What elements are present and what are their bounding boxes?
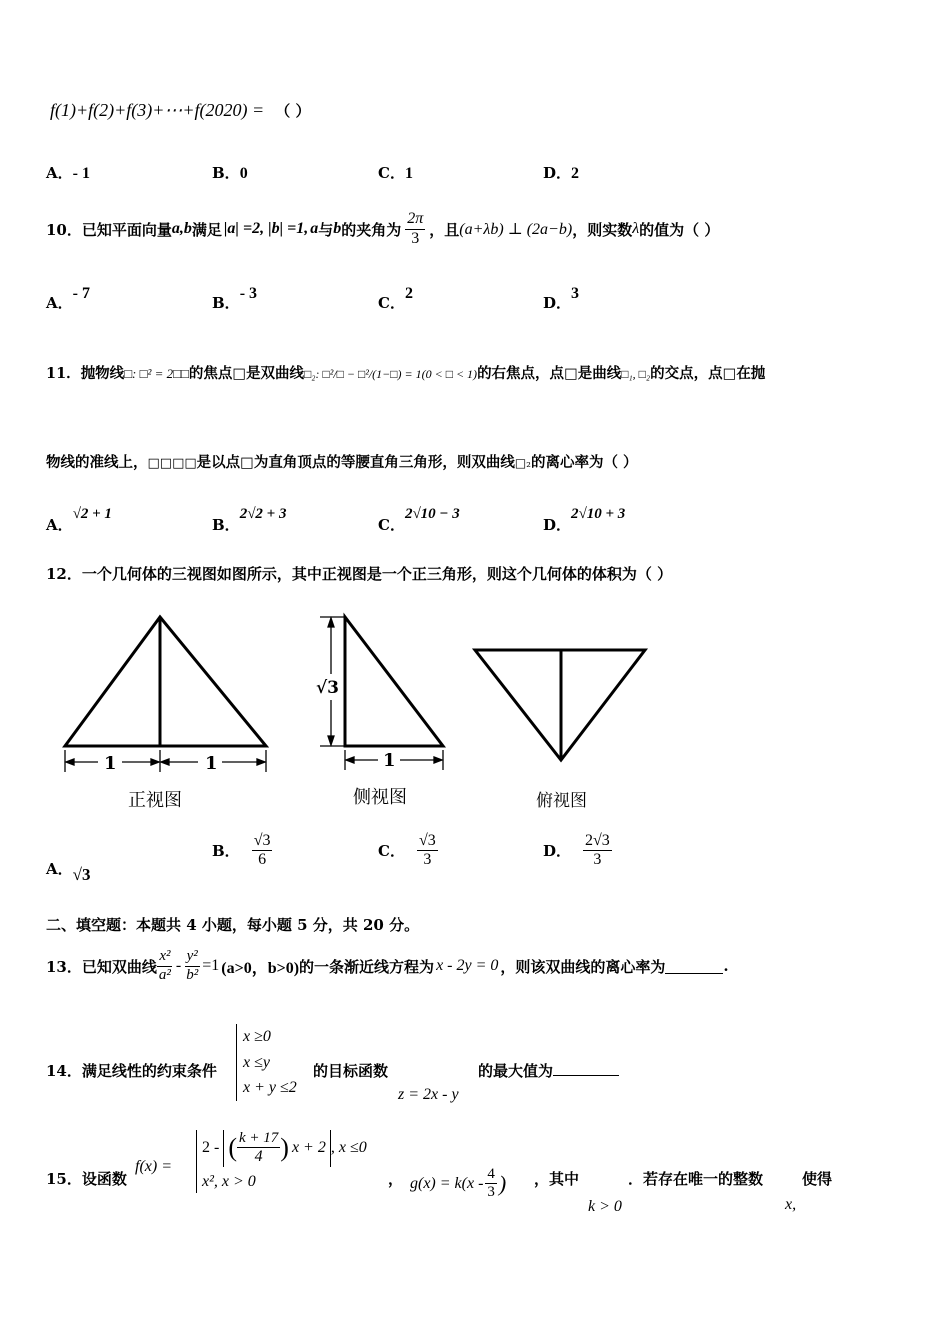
- q10-option-b: B．- 3: [212, 285, 258, 312]
- q12-stem: 12．一个几何体的三视图如图所示，其中正视图是一个正三角形，则这个几何体的体积为（ ）: [46, 565, 673, 583]
- q12-option-c-value: $\frac{√3}{3}$: [418, 832, 436, 869]
- q14-constraints: [236, 1024, 297, 1101]
- q10-option-d: D．3: [543, 285, 580, 312]
- front-view: [65, 617, 266, 746]
- q9-stem: [50, 100, 311, 121]
- q15-piece-1: 2 - ( $\frac{k + 17}{4}$ ) x + 2 , x ≤0: [202, 1130, 367, 1166]
- q10-option-b-value: - 3: [239, 285, 258, 302]
- q10-perpendicular: (a+λb) ⊥ (2a−b): [459, 221, 573, 238]
- q11-stem-line1: 11．抛物线□: □² = 2□□的焦点□是双曲线□₂: □²/□ − □²/(1−□) = 1(0 < □ < 1)的右焦点，点□是曲线□₁, □₂的交点，点□在抛: [46, 365, 766, 382]
- q15-x-variable: x,: [785, 1196, 797, 1213]
- q15-unique-integer: ．若存在唯一的整数: [628, 1170, 764, 1188]
- q11-number: 11．: [46, 365, 81, 382]
- q11-option-c-value: 2√10 − 3: [404, 506, 460, 522]
- q14-constraint-1: x ≥0: [243, 1028, 271, 1045]
- q14-constraint-2: x ≤y: [243, 1053, 270, 1071]
- q9-answer-paren: （ ）: [275, 102, 311, 120]
- q10-angle-fraction: $\frac{2\pi}{3}$: [407, 210, 424, 247]
- q11-stem-line2: 物线的准线上，□□□□是以点□为直角顶点的等腰直角三角形，则双曲线□₂的离心率为（ ）: [46, 454, 638, 471]
- q13-fraction-y: $\frac{\text{y²}}{\text{b²}}$: [186, 948, 199, 983]
- q15-stem: 15．设函数: [46, 1170, 127, 1188]
- q11-hyperbola: □₂: □²/□ − □²/(1−□) = 1(0 < □ < 1): [304, 367, 478, 381]
- q15-k-condition: k > 0: [588, 1198, 622, 1215]
- q9-option-d-value: 2: [571, 165, 580, 182]
- q15-where: ，其中: [534, 1170, 580, 1188]
- q11-option-a: A．√2 + 1: [46, 506, 112, 534]
- q9-expression: f(1)+f(2)+f(3)+⋯+f(2020) =: [50, 100, 265, 120]
- q15-piece-2: x², x > 0: [202, 1172, 256, 1190]
- front-dim-left: 1: [104, 753, 117, 774]
- q13-stem: 13． 已知双曲线 $\frac{\text{x²}}{\text{a²}}$ - $\frac{\text{y²}}{\text{b²}}$ =1 (a>0，b>0) 的一条渐近线方程为 x - 2y = 0 ，则该双曲线的离心率为 .: [46, 948, 729, 983]
- q12-option-c: C． $\frac{√3}{3}$: [378, 832, 436, 869]
- q12-option-d-value: $\frac{2√3}{3}$: [585, 832, 610, 869]
- q10-number: 10．: [46, 220, 82, 239]
- q14-objective: z = 2x - y: [398, 1086, 459, 1103]
- q15-piecewise: [196, 1130, 367, 1193]
- q15-such-that: 使得: [802, 1170, 833, 1188]
- q15-fx: f(x) =: [135, 1158, 172, 1175]
- top-view: [475, 650, 645, 760]
- q12-option-b: B． $\frac{√3}{6}$: [212, 832, 271, 869]
- q9-option-a: A．- 1: [46, 164, 90, 182]
- q14-number: 14．: [46, 1062, 82, 1080]
- q14-constraint-3: x + y ≤2: [243, 1079, 297, 1097]
- front-view-label: 正视图: [128, 790, 182, 811]
- q13-number: 13．: [46, 957, 82, 976]
- q15-g-fraction: $\frac{4}{3}$: [487, 1166, 495, 1201]
- side-dim-height: √3: [316, 678, 340, 698]
- section-title-fill-in: 二、填空题：本题共 4 小题，每小题 5 分，共 20 分。: [46, 916, 420, 934]
- q10-option-a: A．- 7: [46, 285, 90, 312]
- q9-option-b-value: 0: [239, 165, 248, 182]
- q14-answer-text: 的最大值为: [478, 1060, 619, 1081]
- q10-stem: 10． 已知平面向量 a,b 满足 |a| =2, |b| =1, a 与 b 的夹角为 $\frac{2\pi}{3}$ ，且 (a+λb) ⊥ (2a−b) ，则实数 λ 的值为（ ）: [46, 210, 720, 247]
- q11-quadrilateral: □□□□: [147, 456, 197, 471]
- q13-fraction-x: $\frac{\text{x²}}{\text{a²}}$: [158, 948, 171, 983]
- q14-target-label: 的目标函数: [313, 1062, 389, 1080]
- q11-option-a-value: √2 + 1: [72, 506, 112, 522]
- side-dim-base: 1: [383, 750, 396, 771]
- q12-option-b-value: $\frac{√3}{6}$: [253, 832, 271, 869]
- q15-number: 15．: [46, 1170, 82, 1188]
- q13-answer-blank[interactable]: [665, 959, 723, 974]
- q12-option-a: A．√3: [46, 860, 91, 884]
- q9-option-a-value: - 1: [72, 165, 90, 182]
- q14-answer-blank[interactable]: [553, 1061, 619, 1076]
- q9-option-c: C．1: [378, 164, 413, 182]
- three-view-figure: [0, 600, 950, 820]
- q10-vectors: a,b: [171, 220, 192, 237]
- q10-condition: |a| =2, |b| =1,: [223, 220, 309, 237]
- front-dim-right: 1: [205, 753, 218, 774]
- q13-condition: (a>0，b>0): [221, 959, 300, 977]
- q11-option-d-value: 2√10 + 3: [571, 506, 626, 522]
- q12-option-d: D． $\frac{2√3}{3}$: [543, 832, 610, 869]
- q15-k-fraction: $\frac{k + 17}{4}$: [239, 1130, 279, 1166]
- side-view: [345, 617, 443, 746]
- side-view-label: 侧视图: [353, 787, 407, 808]
- q11-option-d: D．2√10 + 3: [543, 506, 626, 534]
- q14-stem: 14．满足线性的约束条件: [46, 1062, 217, 1080]
- q10-option-a-value: - 7: [72, 285, 90, 302]
- q11-option-c: C．2√10 − 3: [378, 506, 460, 534]
- q10-option-d-value: 3: [571, 285, 580, 302]
- q15-gx: g(x) = k(x - $\frac{4}{3}$ ): [410, 1166, 507, 1201]
- q11-parabola: □: □² = 2□□: [124, 366, 189, 381]
- q9-option-b: B．0: [212, 164, 248, 182]
- q10-option-c-value: 2: [404, 285, 413, 302]
- top-view-label: 俯视图: [536, 791, 587, 811]
- q11-curves: □₁, □₂: [621, 367, 651, 381]
- q11-option-b-value: 2√2 + 3: [239, 506, 287, 522]
- q12-option-a-value: √3: [72, 865, 91, 884]
- front-view-dimensions: [65, 750, 266, 772]
- q11-option-b: B．2√2 + 3: [212, 506, 287, 534]
- q9-option-d: D．2: [543, 164, 580, 182]
- q15-comma: ，: [388, 1170, 404, 1188]
- q13-asymptote: x - 2y = 0: [436, 957, 499, 974]
- q9-option-c-value: 1: [404, 165, 413, 182]
- q10-option-c: C．2: [378, 285, 413, 312]
- q12-number: 12．: [46, 565, 82, 583]
